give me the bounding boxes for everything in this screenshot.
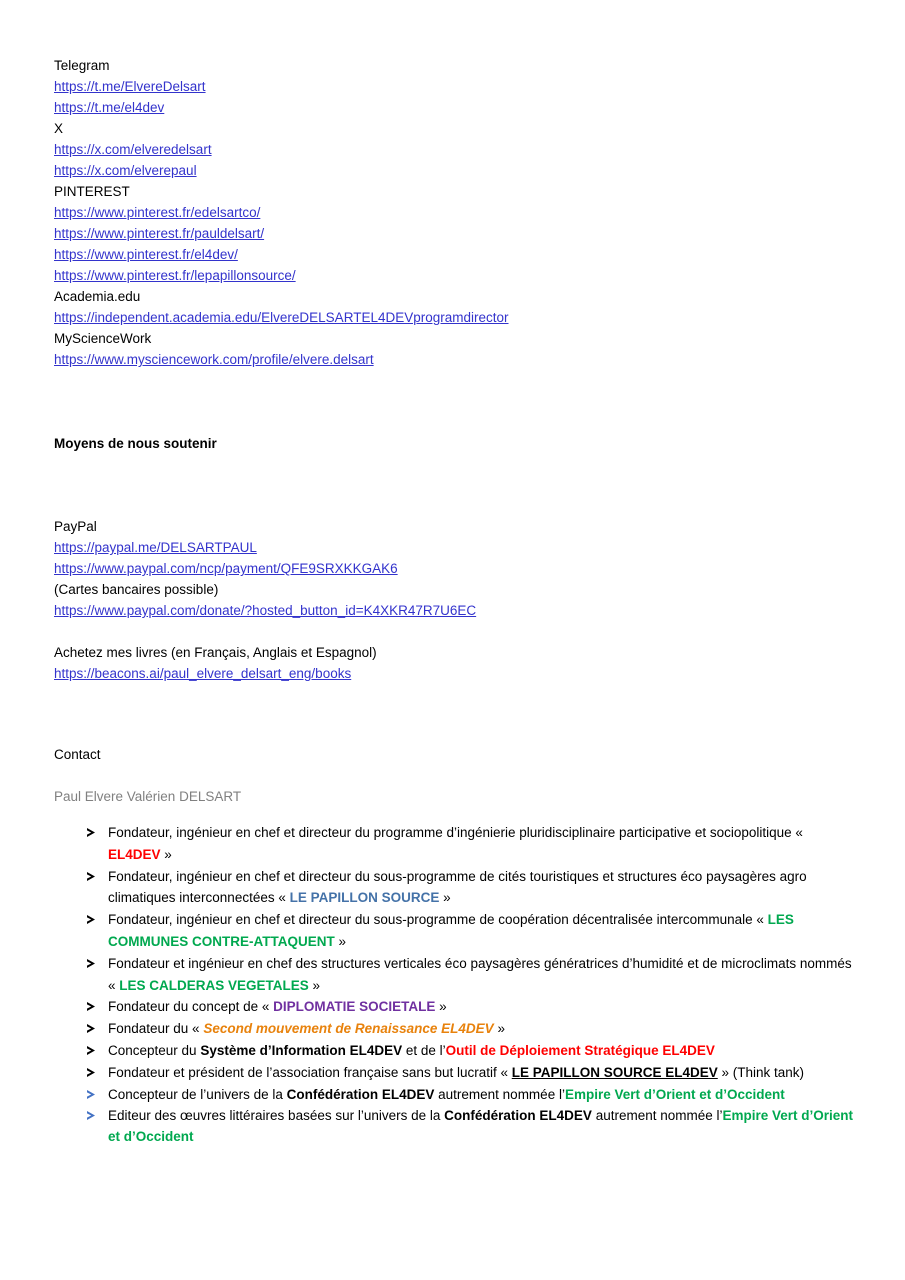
role-segment: Fondateur et ingénieur en chef des structures verticales éco paysagères génératrices d’humidité et de microclimats nommés «: [108, 955, 852, 993]
role-segment: »: [160, 846, 172, 862]
social-link-10[interactable]: https://www.pinterest.fr/lepapillonsource/: [54, 268, 296, 283]
roles-list: [54, 822, 854, 1148]
role-item: [54, 1105, 854, 1148]
role-text: [108, 912, 794, 949]
books-label: Achetez mes livres (en Français, Anglais et Espagnol): [54, 645, 377, 660]
social-label-0: Telegram: [54, 58, 110, 73]
social-label-13: MyScienceWork: [54, 331, 152, 346]
arrow-bullet-icon: [86, 1018, 102, 1034]
arrow-bullet-icon: [86, 822, 102, 838]
role-segment: Confédération EL4DEV: [444, 1108, 592, 1124]
role-item: [54, 909, 854, 953]
role-text: [108, 1065, 804, 1080]
role-segment: Fondateur et président de l’association française sans but lucratif «: [108, 1064, 512, 1080]
role-segment: Système d’Information EL4DEV: [200, 1042, 403, 1058]
role-item: [54, 996, 854, 1018]
role-segment: autrement nommée l’: [591, 1108, 723, 1124]
role-segment: Empire Vert d’Orient et d’Occident: [108, 1108, 854, 1145]
role-item: [54, 822, 854, 866]
role-text: [108, 1021, 505, 1036]
role-text: [108, 956, 852, 993]
contact-section: [54, 744, 241, 807]
support-heading: [54, 433, 217, 454]
role-segment: Concepteur du: [108, 1042, 201, 1058]
paypal-row: [54, 516, 476, 537]
role-segment: LES CALDERAS VEGETALES: [119, 977, 309, 993]
arrow-bullet-icon: [86, 1084, 102, 1100]
arrow-bullet-icon: [86, 866, 102, 882]
role-segment: Confédération EL4DEV: [286, 1086, 435, 1102]
role-segment: autrement nommée l’: [434, 1086, 565, 1102]
role-segment: »: [334, 933, 346, 949]
role-segment: LE PAPILLON SOURCE: [289, 890, 440, 906]
paypal-label-0: PayPal: [54, 519, 97, 534]
social-row: [54, 286, 509, 307]
role-segment: »: [439, 890, 451, 906]
role-item: [54, 1084, 854, 1106]
social-row: [54, 307, 509, 328]
social-row: [54, 160, 509, 181]
paypal-label-3: (Cartes bancaires possible): [54, 582, 219, 597]
social-row: [54, 244, 509, 265]
social-link-4[interactable]: https://x.com/elveredelsart: [54, 142, 212, 157]
arrow-bullet-icon: [86, 953, 102, 969]
social-row: [54, 118, 509, 139]
social-row: [54, 265, 509, 286]
books-section: [54, 642, 377, 684]
role-item: [54, 1062, 854, 1084]
books-link[interactable]: https://beacons.ai/paul_elvere_delsart_eng/books: [54, 666, 352, 681]
role-segment: Fondateur, ingénieur en chef et directeur du sous-programme de coopération décentralisée intercommunale «: [108, 912, 768, 928]
role-text: [108, 1087, 785, 1102]
role-segment: Outil de Déploiement Stratégique EL4DEV: [445, 1042, 715, 1058]
role-item: [54, 953, 854, 997]
arrow-bullet-icon: [86, 1040, 102, 1056]
social-label-3: X: [54, 121, 64, 136]
role-text: [108, 825, 803, 862]
social-link-9[interactable]: https://www.pinterest.fr/el4dev/: [54, 247, 238, 262]
role-segment: LE PAPILLON SOURCE EL4DEV: [511, 1064, 718, 1080]
social-row: [54, 76, 509, 97]
paypal-section: [54, 516, 476, 621]
paypal-link-1[interactable]: https://paypal.me/DELSARTPAUL: [54, 540, 257, 555]
social-link-14[interactable]: https://www.mysciencework.com/profile/elvere.delsart: [54, 352, 374, 367]
role-text: [108, 1043, 715, 1058]
social-link-5[interactable]: https://x.com/elverepaul: [54, 163, 197, 178]
social-row: [54, 202, 509, 223]
role-item: [54, 1040, 854, 1062]
arrow-bullet-icon: [86, 909, 102, 925]
social-row: [54, 139, 509, 160]
role-segment: Fondateur, ingénieur en chef et directeur du sous-programme de cités touristiques et structures éco paysagères agro climatiques interconnectées «: [108, 868, 807, 906]
role-segment: et de l’: [402, 1042, 446, 1058]
role-segment: Empire Vert d’Orient et d’Occident: [564, 1086, 785, 1102]
role-segment: DIPLOMATIE SOCIETALE: [273, 999, 436, 1015]
role-item: [54, 1018, 854, 1040]
role-segment: » (Think tank): [717, 1064, 805, 1080]
role-segment: EL4DEV: [108, 846, 161, 862]
paypal-row: [54, 537, 476, 558]
role-segment: »: [435, 999, 447, 1015]
contact-heading: Contact: [54, 747, 101, 762]
role-segment: Fondateur du «: [108, 1021, 204, 1037]
paypal-link-4[interactable]: https://www.paypal.com/donate/?hosted_button_id=K4XKR47R7U6EC: [54, 603, 477, 618]
role-segment: LES COMMUNES CONTRE-ATTAQUENT: [108, 912, 794, 949]
arrow-bullet-icon: [86, 996, 102, 1012]
social-row: [54, 328, 509, 349]
role-segment: Fondateur, ingénieur en chef et directeur du programme d’ingénierie pluridisciplinaire participative et sociopolitique «: [108, 825, 803, 840]
role-text: [108, 1108, 853, 1144]
social-links-section: [54, 55, 509, 370]
paypal-row: [54, 600, 476, 621]
social-link-12[interactable]: https://independent.academia.edu/ElvereDELSARTEL4DEVprogramdirector: [54, 310, 509, 325]
role-segment: Fondateur du concept de «: [108, 999, 274, 1015]
social-row: [54, 349, 509, 370]
role-segment: Concepteur de l’univers de la: [108, 1086, 287, 1102]
role-segment: Second mouvement de Renaissance EL4DEV: [203, 1021, 494, 1037]
role-segment: Editeur des œuvres littéraires basées sur l’univers de la: [108, 1108, 445, 1124]
role-text: [108, 869, 807, 906]
social-row: [54, 97, 509, 118]
social-link-2[interactable]: https://t.me/el4dev: [54, 100, 165, 115]
role-text: [108, 999, 447, 1014]
social-link-7[interactable]: https://www.pinterest.fr/edelsartco/: [54, 205, 261, 220]
paypal-row: [54, 558, 476, 579]
arrow-bullet-icon: [86, 1105, 102, 1121]
support-section-heading: Moyens de nous soutenir: [54, 436, 217, 451]
paypal-row: [54, 579, 476, 600]
social-label-11: Academia.edu: [54, 289, 141, 304]
arrow-bullet-icon: [86, 1062, 102, 1078]
social-link-1[interactable]: https://t.me/ElvereDelsart: [54, 79, 206, 94]
role-segment: »: [308, 977, 321, 993]
social-row: [54, 223, 509, 244]
contact-name: Paul Elvere Valérien DELSART: [54, 789, 242, 804]
social-row: [54, 181, 509, 202]
paypal-link-2[interactable]: https://www.paypal.com/ncp/payment/QFE9SRXKKGAK6: [54, 561, 398, 576]
social-link-8[interactable]: https://www.pinterest.fr/pauldelsart/: [54, 226, 265, 241]
role-item: [54, 866, 854, 910]
social-row: [54, 55, 509, 76]
social-label-6: PINTEREST: [54, 184, 130, 199]
role-segment: »: [493, 1021, 505, 1037]
